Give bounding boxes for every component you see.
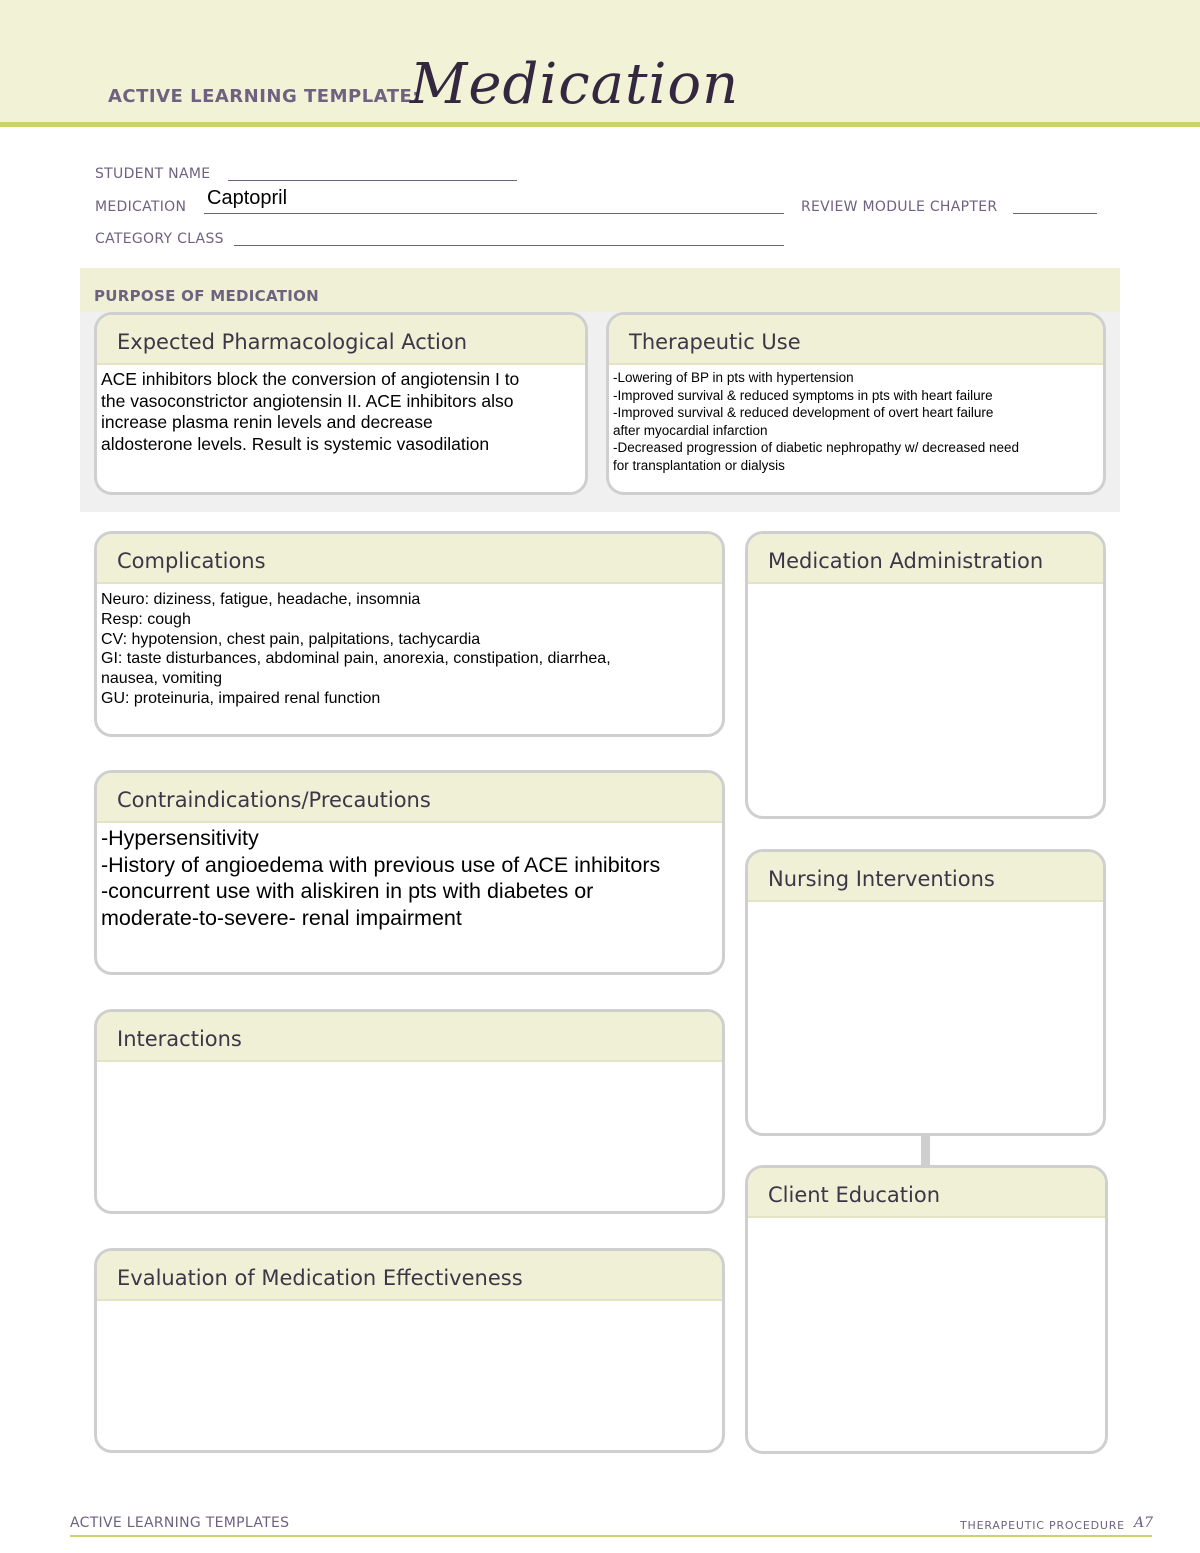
text-line: moderate-to-severe- renal impairment [101,905,462,930]
expected-action-title: Expected Pharmacological Action [117,330,468,354]
contraindications-title: Contraindications/Precautions [117,788,431,812]
complications-text [97,584,722,709]
student-name-label: STUDENT NAME [95,166,211,182]
text-line: for transplantation or dialysis [613,457,785,473]
interactions-box[interactable] [94,1009,725,1214]
text-line: after myocardial infarction [613,422,768,438]
footer-right-text: THERAPEUTIC PROCEDURE [960,1519,1125,1532]
text-line: Neuro: diziness, fatigue, headache, insomnia [101,591,421,608]
therapeutic-use-box[interactable] [606,312,1106,495]
page-number: A7 [1134,1515,1154,1531]
client-education-box[interactable] [745,1165,1108,1454]
nursing-header [748,852,1103,902]
text-line: -Improved survival & reduced symptoms in pts with heart failure [613,387,993,403]
category-class-label: CATEGORY CLASS [95,231,224,247]
medication-value: Captopril [207,187,288,209]
text-line: Resp: cough [101,610,191,628]
footer-left-text: ACTIVE LEARNING TEMPLATES [70,1515,290,1531]
medication-label: MEDICATION [95,199,187,215]
text-line: nausea, vomiting [101,670,222,688]
text-line: -Decreased progression of diabetic nephropathy w/ decreased need [613,440,1020,455]
text-line: -History of angioedema with previous use of ACE inhibitors [101,852,661,877]
evaluation-box[interactable] [94,1248,725,1453]
text-line: aldosterone levels. Result is systemic vasodilation [101,433,490,454]
contraindications-header [97,773,722,823]
expected-action-text [97,365,585,455]
page-title: Medication [410,52,740,117]
text-line: -Hypersensitivity [101,826,259,850]
category-class-field[interactable] [234,245,784,246]
text-line: -concurrent use with aliskiren in pts with diabetes or [101,879,594,903]
text-line: the vasoconstrictor angiotensin II. ACE inhibitors also [101,390,514,411]
complications-box[interactable] [94,531,725,737]
administration-box[interactable] [745,531,1106,819]
administration-header [748,534,1103,584]
contraindications-text [97,823,722,931]
evaluation-header [97,1251,722,1301]
text-line: -Lowering of BP in pts with hypertension [613,370,854,385]
box-connector [921,1133,930,1166]
complications-title: Complications [117,549,266,573]
client-education-title: Client Education [768,1183,941,1207]
contraindications-box[interactable] [94,770,725,975]
interactions-header [97,1012,722,1062]
review-module-field[interactable] [1013,213,1097,214]
text-line: CV: hypotension, chest pain, palpitations, tachycardia [101,630,481,648]
therapeutic-use-header [609,315,1103,365]
footer-rule [70,1535,1152,1537]
text-line: GI: taste disturbances, abdominal pain, anorexia, constipation, diarrhea, [101,650,611,668]
student-name-field[interactable] [228,180,517,181]
therapeutic-use-text [609,365,1103,474]
evaluation-title: Evaluation of Medication Effectiveness [117,1266,523,1290]
review-module-label: REVIEW MODULE CHAPTER [801,199,998,215]
therapeutic-use-title: Therapeutic Use [629,330,801,354]
complications-header [97,534,722,584]
interactions-title: Interactions [117,1027,242,1051]
medication-field[interactable] [204,213,784,214]
nursing-box[interactable] [745,849,1106,1136]
administration-title: Medication Administration [768,549,1044,573]
header-rule [0,122,1200,127]
expected-action-header [97,315,585,365]
client-education-header [748,1168,1105,1218]
purpose-label: PURPOSE OF MEDICATION [94,287,320,305]
nursing-title: Nursing Interventions [768,867,995,891]
text-line: GU: proteinuria, impaired renal function [101,689,381,707]
template-label: ACTIVE LEARNING TEMPLATE: [108,86,420,107]
text-line: -Improved survival & reduced development of overt heart failure [613,405,994,420]
expected-action-box[interactable] [94,312,588,495]
text-line: increase plasma renin levels and decrease [101,412,433,432]
text-line: ACE inhibitors block the conversion of angiotensin I to [101,369,520,389]
